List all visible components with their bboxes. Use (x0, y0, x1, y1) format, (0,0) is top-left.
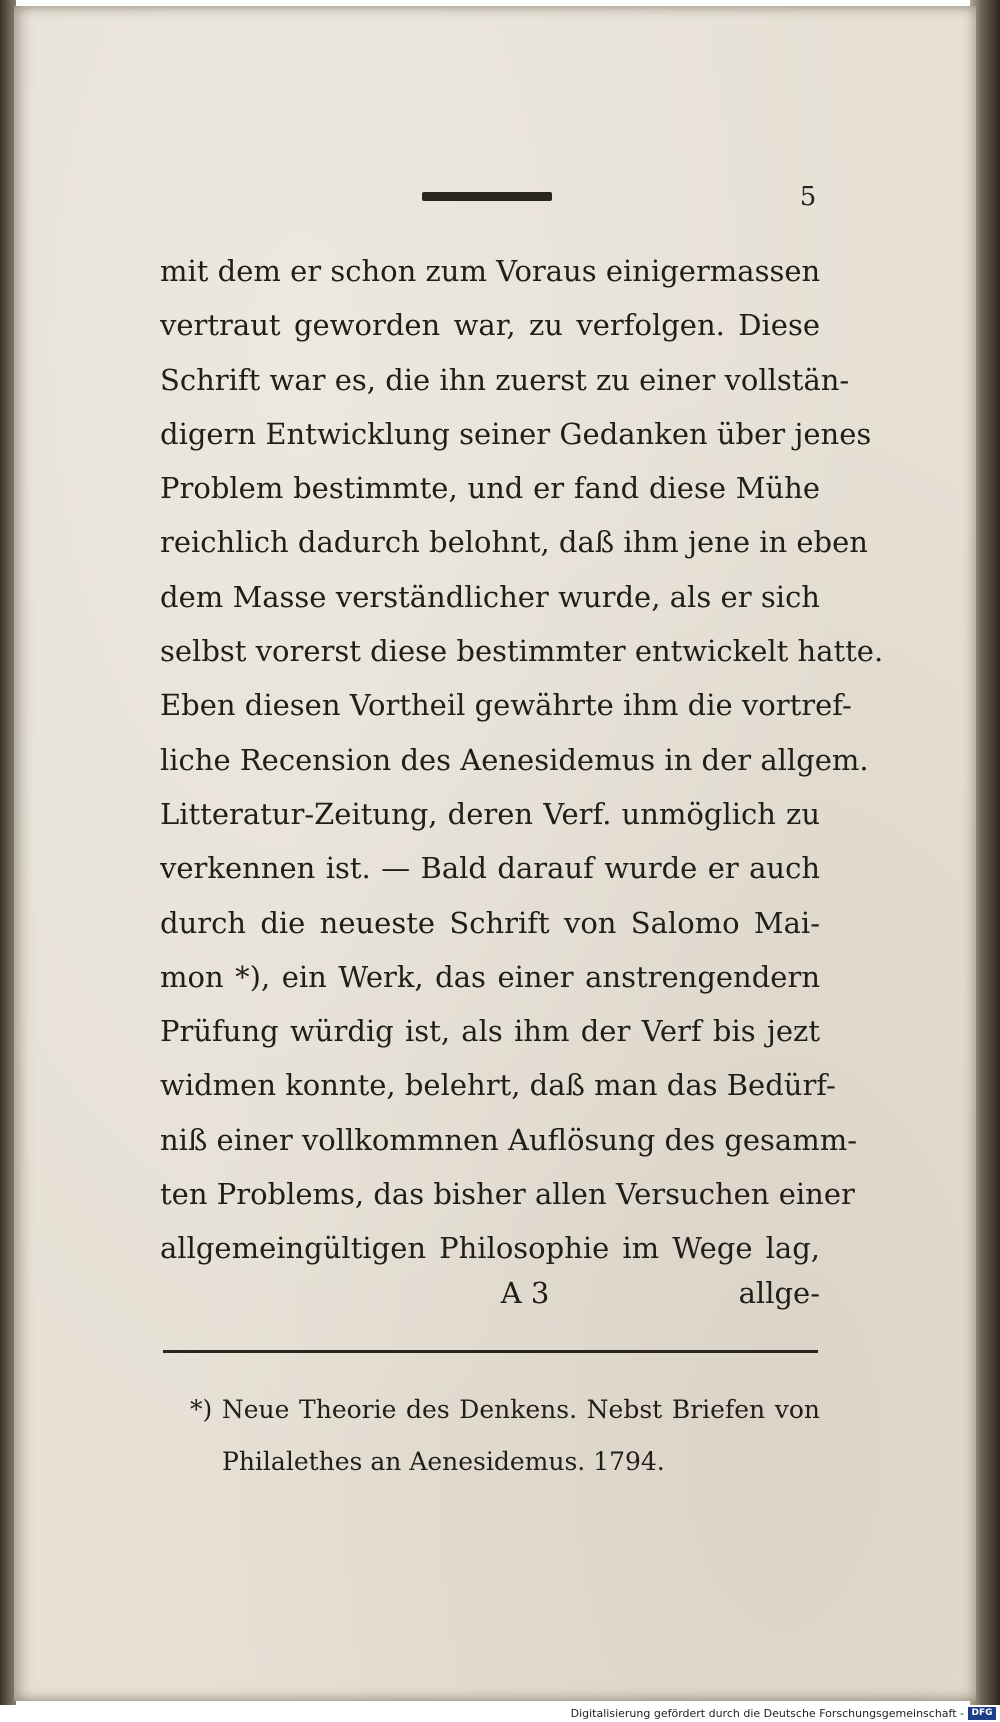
text-line: liche Recension des Aenesidemus in der allgem. (160, 742, 869, 777)
text-line: widmen konnte, belehrt, daß man das Bedürf- (160, 1068, 836, 1103)
page-number: 5 (799, 182, 817, 212)
dfg-logo: DFG (968, 1707, 996, 1720)
text-line: Problem bestimmte, und er fand diese Mühe (160, 471, 820, 506)
footnote-line: Philalethes an Aenesidemus. 1794. (222, 1447, 665, 1476)
text-line: mit dem er schon zum Voraus einigermassen (160, 254, 821, 288)
header-ornament-rule (422, 192, 552, 201)
text-line: reichlich dadurch belohnt, daß ihm jene in eben (160, 525, 868, 560)
catchword: allge- (738, 1276, 820, 1310)
text-line: Schrift war es, die ihn zuerst zu einer vollstän- (160, 362, 850, 397)
text-line: durch die neueste Schrift von Salomo Mai- (160, 905, 820, 940)
footnote (190, 1384, 820, 1488)
text-line: allgemeingültigen Philosophie im Wege lag, (160, 1231, 820, 1266)
text-line: verkennen ist. — Bald darauf wurde er auch (160, 851, 820, 886)
credit-bar (0, 1705, 1000, 1722)
body-text (160, 244, 884, 1276)
footnote-line: *) Neue Theorie des Denkens. Nebst Briefen von (190, 1395, 820, 1424)
text-line: niß einer vollkommnen Auflösung des gesamm- (160, 1122, 858, 1157)
text-line: dem Masse verständlicher wurde, als er sich (160, 579, 820, 614)
text-line: vertraut geworden war, zu verfolgen. Diese (160, 308, 820, 343)
text-line: Litteratur-Zeitung, deren Verf. unmöglich zu (160, 796, 820, 831)
text-line: ten Problems, das bisher allen Versuchen einer (160, 1177, 855, 1212)
footnote-divider (163, 1350, 818, 1353)
signature-row (160, 1276, 820, 1326)
digitization-credit: Digitalisierung gefördert durch die Deutsche Forschungsgemeinschaft - (570, 1707, 964, 1720)
text-line: digern Entwicklung seiner Gedanken über jenes (160, 416, 872, 451)
text-line: selbst vorerst diese bestimmter entwickelt hatte. (160, 634, 884, 669)
text-line: Eben diesen Vortheil gewährte ihm die vortref- (160, 688, 852, 723)
text-line: Prüfung würdig ist, als ihm der Verf bis jezt (160, 1014, 820, 1049)
signature-mark: A 3 (500, 1276, 550, 1310)
text-line: mon *), ein Werk, das einer anstrengendern (160, 959, 820, 994)
